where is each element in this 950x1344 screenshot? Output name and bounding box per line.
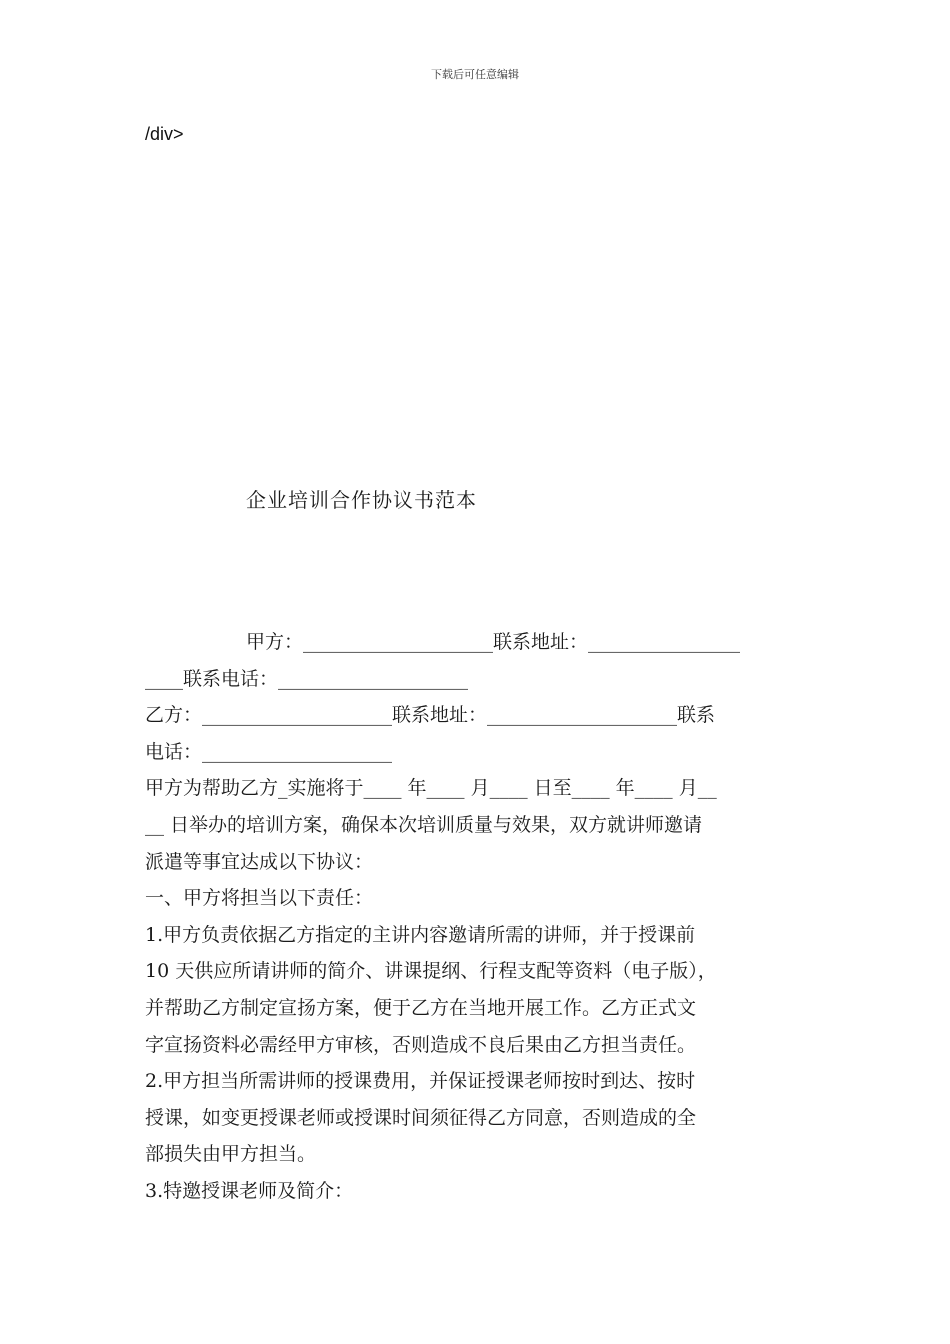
clause-line: 并帮助乙方制定宣扬方案，便于乙方在当地开展工作。乙方正式文 (145, 996, 697, 1019)
party-b-line: 乙方：____________________联系地址：____________________联系 (145, 704, 716, 727)
document-title: 企业培训合作协议书范本 (246, 488, 477, 512)
page-header: 下载后可任意编辑 (431, 68, 519, 81)
clause-line: 10 天供应所请讲师的简介、讲课提纲、行程支配等资料（电子版）， (145, 960, 717, 983)
clause-line: 2.甲方担当所需讲师的授课费用，并保证授课老师按时到达、按时 (145, 1070, 696, 1093)
body-line: 派遣等事宜达成以下协议： (145, 850, 374, 873)
clause-line: 3.特邀授课老师及简介： (145, 1179, 354, 1202)
clause-line: 1.甲方负责依据乙方指定的主讲内容邀请所需的讲师，并于授课前 (145, 923, 696, 946)
body-line: __ 日举办的培训方案，确保本次培训质量与效果，双方就讲师邀请 (145, 813, 703, 836)
party-a-line: 甲方：____________________联系地址：________________ (246, 631, 741, 653)
clause-line: 授课，如变更授课老师或授课时间须征得乙方同意，否则造成的全 (145, 1106, 697, 1129)
document-body (145, 624, 809, 1210)
section-heading: 一、甲方将担当以下责任： (145, 887, 374, 910)
clause-line: 字宣扬资料必需经甲方审核，否则造成不良后果由乙方担当责任。 (145, 1033, 697, 1056)
body-line: 甲方为帮助乙方_实施将于____ 年____ 月____ 日至____ 年____ 月__ (145, 777, 717, 800)
party-b-phone-line: 电话：____________________ (145, 740, 393, 763)
party-a-phone-line: ____联系电话：____________________ (145, 667, 469, 690)
stray-markup-text: /div> (145, 124, 184, 144)
clause-line: 部损失由甲方担当。 (145, 1143, 317, 1166)
